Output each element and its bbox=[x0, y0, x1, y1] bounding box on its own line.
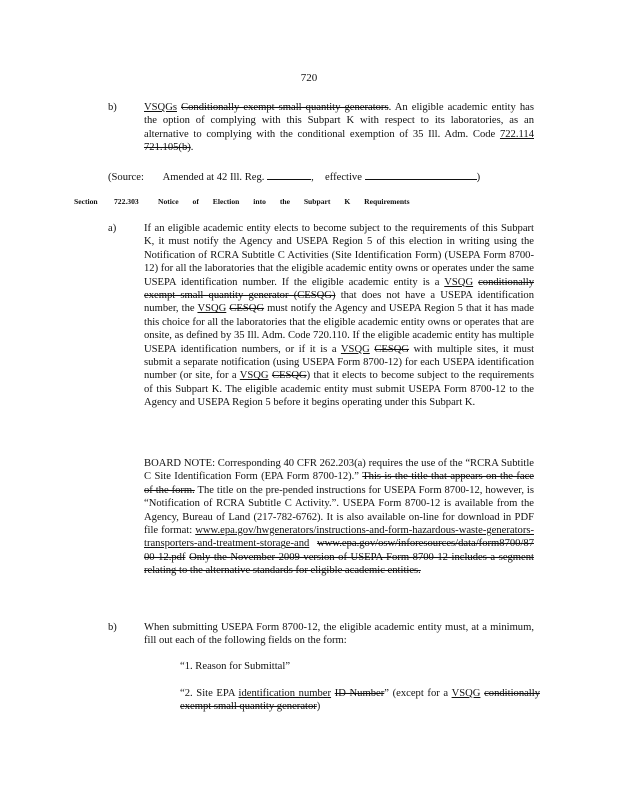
item-b-top-label: b) bbox=[108, 102, 117, 113]
source-label: (Source: bbox=[108, 172, 144, 183]
section-number: 722.303 bbox=[114, 197, 139, 206]
page-number: 720 bbox=[300, 72, 318, 84]
field-1: “1. Reason for Submittal” bbox=[180, 661, 291, 672]
body-text: . bbox=[190, 142, 194, 154]
struck-text: CESQG bbox=[229, 303, 265, 315]
reg-blank bbox=[267, 169, 311, 180]
body-text: If an eligible academic entity elects to become subject to the requirements of this Subpart K, it must notify the Agency and USEPA Region 5 of this election in writing using the Notification of RCRA Subtitle C Activities (Site Identification Form) (USEPA Form 8700-12) for all the laboratories that the eligible academic entity owns or operates under the same USEPA identification number. If the eligible academic entity is a bbox=[144, 223, 534, 288]
inserted-url: www.epa.gov/hwgenerators/instructions-and-form-hazardous-waste-generators-transporters-and-treatment-storage-and bbox=[144, 525, 534, 550]
body-text: with multiple sites, it must submit a separate notification (using USEPA Form 8700-12) for each USEPA identification number (or site, for a bbox=[144, 343, 535, 382]
struck-text: Conditionally exempt small quantity generators bbox=[181, 102, 389, 113]
item-b-paragraph: When submitting USEPA Form 8700-12, the eligible academic entity must, at a minimum, fill out each of the following fields on the form: bbox=[144, 622, 534, 647]
section-title: Notice of Election into the Subpart K Requirements bbox=[158, 197, 410, 206]
body-text: ) that it elects to become subject to the requirements of this Subpart K. The eligible academic entity must submit USEPA Form 8700-12 to the Agency and USEPA Region 5 before it begins operating under this Subpart K. bbox=[144, 370, 534, 409]
source-text: Amended at 42 Ill. Reg. bbox=[162, 172, 265, 183]
struck-citation: 721.105(b) bbox=[144, 142, 191, 154]
struck-text: CESQG bbox=[374, 343, 410, 355]
inserted-text: VSQG bbox=[444, 276, 474, 288]
inserted-text: VSQG bbox=[197, 303, 227, 315]
effective-blank bbox=[365, 169, 477, 180]
board-note bbox=[144, 457, 534, 578]
item-b-top-paragraph bbox=[144, 101, 534, 155]
inserted-text: identification number bbox=[238, 688, 332, 699]
item-b-label: b) bbox=[108, 622, 117, 633]
body-text: must notify the Agency and USEPA Region 5 that it has made this choice for all the laboratories that the eligible academic entity owns or operates that are onsite, as defined by 35 Ill. Adm. Code 720.110. If the eligible academic entity has multiple USEPA identification numbers, or if it is a bbox=[144, 303, 534, 355]
struck-text: Only the November 2009 version of USEPA Form 8700-12 includes a segment relating to the alternative standards for eligible academic entities. bbox=[144, 551, 534, 577]
inserted-text: VSQG bbox=[451, 688, 481, 699]
inserted-text: VSQG bbox=[239, 370, 269, 382]
body-text: BOARD NOTE: Corresponding 40 CFR 262.203(a) requires the use of the “RCRA Subtitle C Site Identification Form (EPA Form 8700-12).” bbox=[144, 458, 534, 483]
inserted-citation: 722.114 bbox=[499, 128, 534, 140]
body-text: ) bbox=[316, 701, 321, 713]
item-a-label: a) bbox=[108, 223, 117, 234]
source-close: ) bbox=[476, 172, 481, 183]
source-note bbox=[108, 169, 498, 184]
struck-url: www.epa.gov/osw/inforesources/data/form8700/8700-12.pdf bbox=[144, 538, 534, 563]
struck-text: CESQG bbox=[271, 370, 307, 382]
body-text: “2. Site EPA bbox=[180, 688, 239, 699]
section-word: Section bbox=[74, 197, 98, 206]
field-2 bbox=[180, 687, 540, 714]
struck-text: ID Number bbox=[334, 688, 385, 699]
inserted-text: VSQG bbox=[340, 343, 370, 355]
body-text: The title on the pre-pended instructions for USEPA Form 8700-12, however, is “Notification of RCRA Subtitle C Activity.”. USEPA Form 8700-12 is available from the Agency, Bureau of Land (217-782-6762). It is also available on-line for download in PDF file format: bbox=[144, 484, 534, 537]
inserted-text: VSQGs bbox=[144, 102, 177, 113]
struck-text: conditionally exempt small quantity generator (CESQG) bbox=[144, 276, 534, 302]
body-text: . An eligible academic entity has the option of complying with this Subpart K with respect to its laboratories, as an alternative to complying with the conditional exemption of 35 Ill. Adm. Code bbox=[144, 102, 534, 140]
struck-text: This is the title that appears on the face of the form. bbox=[144, 471, 534, 496]
body-text: that does not have a USEPA identification number, the bbox=[144, 290, 534, 315]
source-sep: , bbox=[311, 172, 314, 183]
item-a-paragraph bbox=[144, 222, 534, 410]
body-text: ” (except for a bbox=[384, 688, 452, 699]
effective-label: effective bbox=[325, 172, 362, 183]
struck-text: conditionally exempt small quantity generator bbox=[180, 688, 540, 713]
